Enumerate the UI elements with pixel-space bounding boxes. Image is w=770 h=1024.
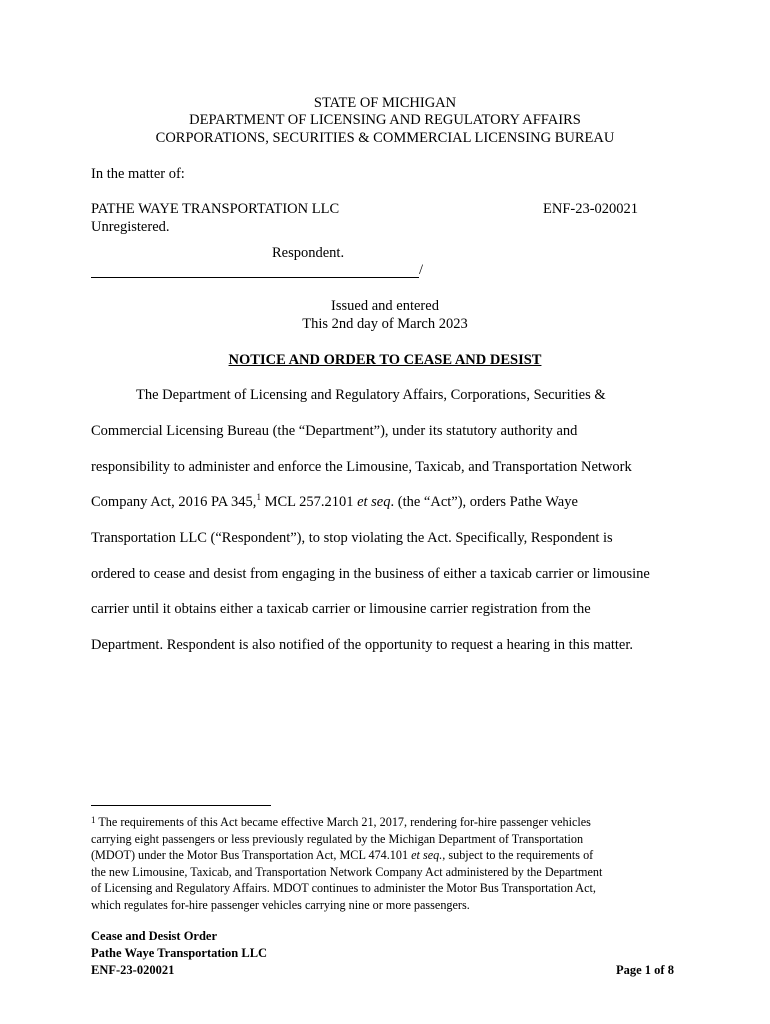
footnote-line-3-a: (MDOT) under the Motor Bus Transportation Act, MCL 474.101 [91,848,412,862]
footer-party: Pathe Waye Transportation LLC [91,946,268,960]
case-number: ENF-23-020021 [543,201,639,217]
header-department: DEPARTMENT OF LICENSING AND REGULATORY AFFAIRS [189,112,581,128]
footnote-separator [91,805,271,806]
body-line-4-c: . (the “Act”), orders Pathe Waye [390,494,578,510]
body-line-4-italic: et seq [357,494,391,510]
footnote-marker: 1 [91,815,96,825]
footer-doc-title: Cease and Desist Order [91,929,218,943]
issued-date: This 2nd day of March 2023 [302,316,468,332]
document-title: NOTICE AND ORDER TO CEASE AND DESIST [228,352,542,368]
header-bureau: CORPORATIONS, SECURITIES & COMMERCIAL LICENSING BUREAU [155,130,615,146]
footnote-line-4: the new Limousine, Taxicab, and Transportation Network Company Act administered by the Department [91,864,603,879]
respondent-name: PATHE WAYE TRANSPORTATION LLC [91,201,340,217]
body-line-8: Department. Respondent is also notified of the opportunity to request a hearing in this matter. [91,637,634,653]
footnote-line-3 [91,847,671,864]
body-line-4-b: MCL 257.2101 [260,494,358,510]
footnote [91,814,671,913]
body-line-4 [91,494,578,511]
footer-case-number: ENF-23-020021 [91,963,175,977]
respondent-label: Respondent. [272,245,345,261]
in-the-matter-of: In the matter of: [91,166,185,182]
body-line-7: carrier until it obtains either a taxicab carrier or limousine carrier registration from the [91,601,591,617]
footnote-line-3-b: , subject to the requirements of [442,848,594,862]
caption-rule [91,277,419,278]
footnote-line-3-italic: et seq. [411,848,443,862]
registration-status: Unregistered. [91,219,170,235]
body-line-5: Transportation LLC (“Respondent”), to stop violating the Act. Specifically, Respondent is [91,530,613,546]
footnote-line-1-text: The requirements of this Act became effective March 21, 2017, rendering for-hire passenger vehicles [95,815,591,829]
caption-slash: / [419,262,424,278]
body-line-4-a: Company Act, 2016 PA 345, [91,494,257,510]
footnote-line-1 [91,814,671,831]
body-line-3: responsibility to administer and enforce the Limousine, Taxicab, and Transportation Network [91,459,632,475]
footnote-reference[interactable]: 1 [256,492,261,502]
footnote-line-5: of Licensing and Regulatory Affairs. MDOT continues to administer the Motor Bus Transportation Act, [91,881,596,895]
header-state: STATE OF MICHIGAN [313,95,457,111]
body-line-2: Commercial Licensing Bureau (the “Department”), under its statutory authority and [91,423,578,439]
issued-entered: Issued and entered [331,298,439,314]
footnote-line-6: which regulates for-hire passenger vehicles carrying nine or more passengers. [91,897,470,912]
footer-page-number: Page 1 of 8 [616,963,674,977]
body-line-1: The Department of Licensing and Regulatory Affairs, Corporations, Securities & [136,387,606,403]
body-line-6: ordered to cease and desist from engaging in the business of either a taxicab carrier or limousine [91,566,650,582]
footnote-line-2: carrying eight passengers or less previously regulated by the Michigan Department of Transportation [91,831,584,846]
